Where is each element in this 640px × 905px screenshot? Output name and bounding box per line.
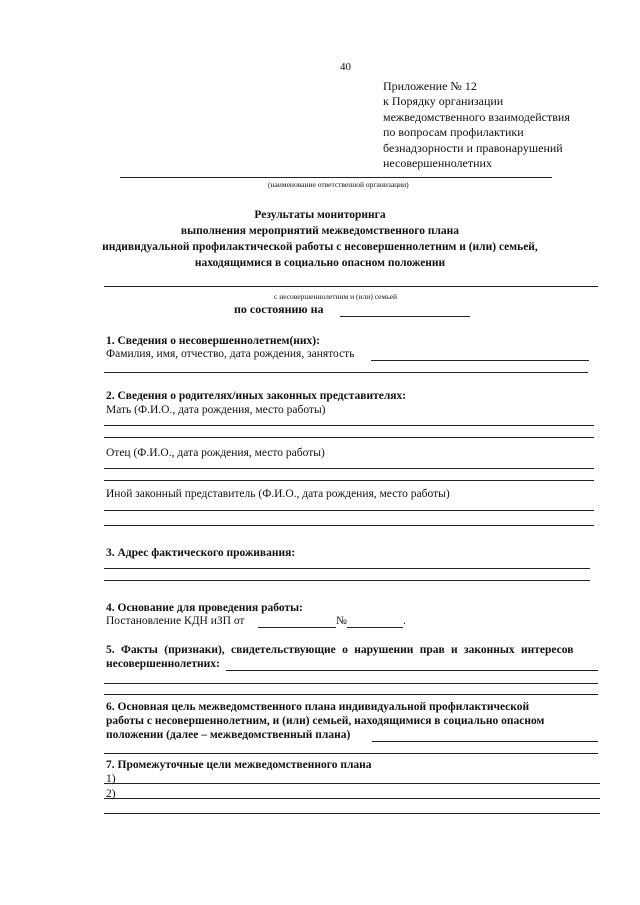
as-of-date-field[interactable] [340, 316, 470, 317]
goal-item-number: 1) [106, 773, 116, 785]
mother-label: Мать (Ф.И.О., дата рождения, место работы) [106, 404, 326, 416]
section1-field-label: Фамилия, имя, отчество, дата рождения, занятость [106, 348, 355, 360]
title-line: выполнения мероприятий межведомственного плана [180, 225, 460, 237]
document-title [100, 207, 540, 271]
section6-heading: 6. Основная цель межведомственного плана индивидуальной профилактической [106, 701, 530, 713]
section7-heading: 7. Промежуточные цели межведомственного плана [106, 759, 372, 771]
page-number: 40 [340, 61, 351, 73]
appendix-block [383, 79, 570, 171]
section5-heading-cont: несовершеннолетних: [106, 658, 220, 670]
other-representative-label: Иной законный представитель (Ф.И.О., дата рождения, место работы) [106, 488, 450, 500]
appendix-line: несовершеннолетних [383, 156, 492, 171]
subject-caption: с несовершеннолетним и (или) семьей [274, 292, 397, 301]
appendix-line: по вопросам профилактики [383, 125, 524, 140]
address-line[interactable] [104, 568, 590, 569]
father-label: Отец (Ф.И.О., дата рождения, место работы) [106, 447, 325, 459]
section6-heading-cont: положении (далее – межведомственный плана) [106, 729, 351, 741]
other-representative-line[interactable] [104, 525, 594, 526]
appendix-line: безнадзорности и правонарушений [383, 140, 563, 155]
other-representative-line[interactable] [104, 510, 594, 511]
resolution-number-field[interactable] [347, 627, 403, 628]
section3-heading: 3. Адрес фактического проживания: [106, 547, 296, 559]
mother-line[interactable] [104, 425, 594, 426]
goal-item-line[interactable] [104, 798, 600, 799]
section1-field-line[interactable] [371, 360, 589, 361]
section1-extra-line[interactable] [104, 372, 588, 373]
father-line[interactable] [104, 468, 594, 469]
father-line[interactable] [104, 480, 594, 481]
title-line: находящимися в социально опасном положении [194, 257, 446, 269]
subject-line[interactable] [104, 286, 598, 287]
org-name-caption: (наименование ответственной организации) [268, 180, 409, 189]
address-line[interactable] [104, 580, 590, 581]
title-line: Результаты мониторинга [254, 209, 386, 221]
goal-item-line[interactable] [104, 813, 600, 814]
main-goal-line[interactable] [372, 741, 598, 742]
appendix-line: Приложение № 12 [383, 79, 477, 93]
resolution-label: Постановление КДН иЗП от [106, 615, 245, 627]
facts-line[interactable] [226, 670, 598, 671]
section2-heading: 2. Сведения о родителях/иных законных представителях: [106, 390, 407, 402]
section1-heading: 1. Сведения о несовершеннолетнем(них): [106, 335, 320, 347]
title-line: индивидуальной профилактической работы с несовершеннолетним и (или) семьей, [102, 241, 538, 253]
resolution-end-dot: . [403, 615, 406, 627]
goal-item-line[interactable] [104, 783, 600, 784]
main-goal-line[interactable] [104, 753, 598, 754]
appendix-line: к Порядку организации [383, 94, 504, 109]
facts-line[interactable] [104, 683, 598, 684]
resolution-date-field[interactable] [258, 627, 336, 628]
section5-heading: 5. Факты (признаки), свидетельствующие о нарушении прав и законных интересов [106, 644, 574, 656]
resolution-number-label: № [336, 615, 347, 627]
appendix-line: межведомственного взаимодействия [383, 109, 570, 124]
section6-heading-cont: работы с несовершеннолетним, и (или) семьей, находящимися в социально опасном [106, 715, 545, 727]
goal-item-number: 2) [106, 788, 116, 800]
mother-line[interactable] [104, 437, 594, 438]
section4-heading: 4. Основание для проведения работы: [106, 602, 303, 614]
facts-line[interactable] [104, 694, 598, 695]
as-of-label: по состоянию на [234, 302, 324, 316]
